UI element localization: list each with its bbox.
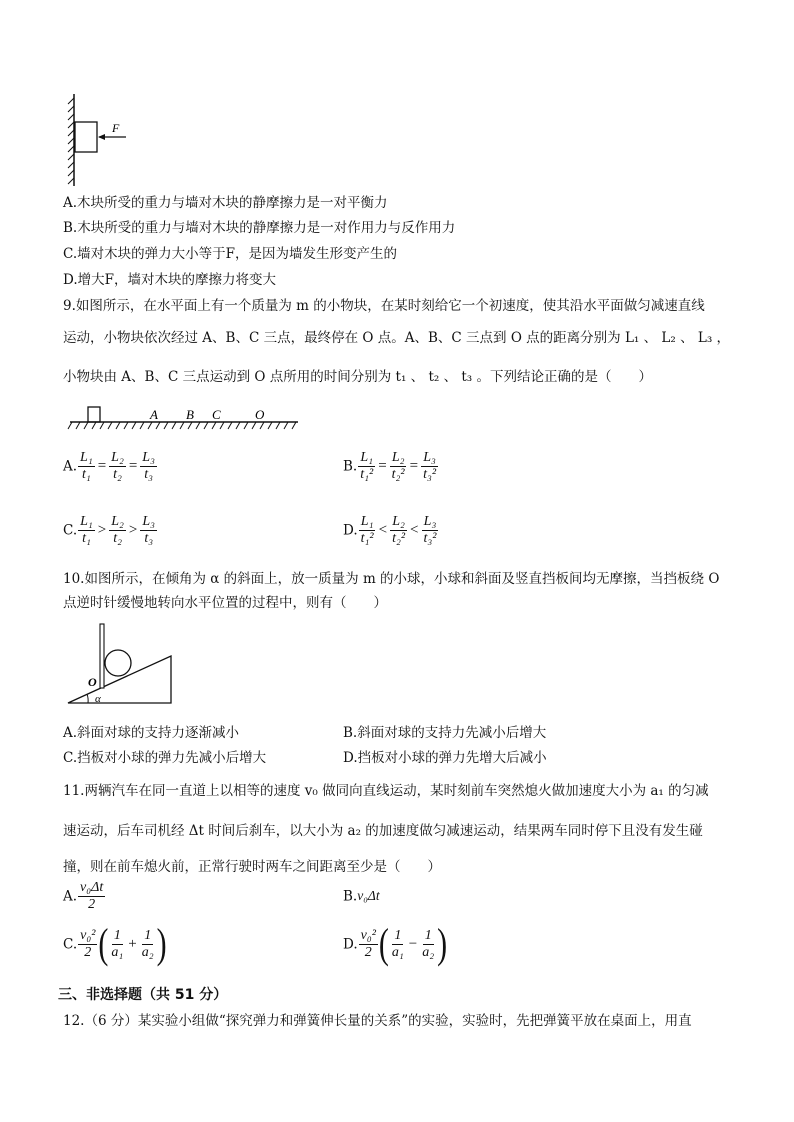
block-slide-figure <box>66 398 302 434</box>
point-a-label: A <box>150 407 158 422</box>
section-heading: 三、非选择题（共 51 分） <box>58 987 228 1003</box>
q11-option-a: A. $\frac{\text{v₀Δt}}{2}$ <box>63 880 104 912</box>
q9-stem-line1: 9.如图所示，在水平面上有一个质量为 m 的小物块，在某时刻给它一个初速度，使其沿水平面做匀减速直线 <box>63 298 705 314</box>
q9-stem-line2: 运动，小物块依次经过 A、B、C 三点，最终停在 O 点。A、B、C 三点到 O 点的距离分别为 L₁ 、 L₂ 、 L₃ ， <box>63 330 731 346</box>
block <box>75 122 97 152</box>
q9-option-c: C. $\frac{\text{L₁}}{\text{t₁}}$ > $\frac{\text{L₂}}{\text{t₂}}$ > $\frac{\text{L₃}}{\text{t₃}}$ <box>63 514 156 546</box>
q10-option-b: B.斜面对球的支持力先减小后增大 <box>343 725 547 741</box>
q10-option-a: A.斜面对球的支持力逐渐减小 <box>63 725 240 741</box>
q10-stem-line2: 点逆时针缓慢地转向水平位置的过程中，则有（ ） <box>63 595 387 611</box>
force-label: F <box>112 121 120 135</box>
point-b-label: B <box>186 407 194 422</box>
q8-option-a: A.木块所受的重力与墙对木块的静摩擦力是一对平衡力 <box>63 195 388 211</box>
point-c-label: C <box>212 407 221 422</box>
ball <box>105 650 131 676</box>
q8-option-d: D.增大F，墙对木块的摩擦力将变大 <box>63 272 277 288</box>
q11-option-b: B.v₀Δt <box>343 888 380 905</box>
small-block <box>88 407 100 422</box>
wall-block-figure <box>64 92 134 188</box>
q9-stem-line3: 小物块由 A、B、C 三点运动到 O 点所用的时间分别为 t₁ 、 t₂ 、 t₃ 。下列结论正确的是（ ） <box>63 369 652 385</box>
pivot-o-label: O <box>88 675 97 689</box>
q8-option-b: B.木块所受的重力与墙对木块的静摩擦力是一对作用力与反作用力 <box>63 220 456 236</box>
q11-option-d: D. $\frac{\text{v₀²}}{2}$ ( $\frac{1}{\text{a₁}}$ − $\frac{1}{\text{a₂}}$ ) <box>343 920 448 967</box>
q11-option-c: C. $\frac{\text{v₀²}}{2}$ ( $\frac{1}{\text{a₁}}$ + $\frac{1}{\text{a₂}}$ ) <box>63 920 167 967</box>
q9-option-b: B. $\frac{\text{L₁}}{\text{t₁²}}$ = $\frac{\text{L₂}}{\text{t₂²}}$ = $\frac{\text{L₃}}{\text{t₃²}}$ <box>343 450 437 482</box>
q11-stem-line1: 11.两辆汽车在同一直道上以相等的速度 v₀ 做同向直线运动，某时刻前车突然熄火做加速度大小为 a₁ 的匀减 <box>63 783 709 799</box>
q9-option-a: A. $\frac{\text{L₁}}{\text{t₁}}$ = $\frac{\text{L₂}}{\text{t₂}}$ = $\frac{\text{L₃}}{\text{t₃}}$ <box>63 450 155 482</box>
q10-option-d: D.挡板对小球的弹力先增大后减小 <box>343 750 547 766</box>
q10-stem-line1: 10.如图所示，在倾角为 α 的斜面上，放一质量为 m 的小球，小球和斜面及竖直挡板间均无摩擦，当挡板绕 O <box>63 571 720 587</box>
angle-alpha-label: α <box>95 693 101 705</box>
q9-option-d: D. $\frac{\text{L₁}}{\text{t₁²}}$ < $\frac{\text{L₂}}{\text{t₂²}}$ < $\frac{\text{L₃}}{\text{t₃²}}$ <box>343 514 437 546</box>
q8-option-c: C.墙对木块的弹力大小等于F，是因为墙发生形变产生的 <box>63 246 398 262</box>
baffle-plate <box>100 624 104 688</box>
q10-option-c: C.挡板对小球的弹力先减小后增大 <box>63 750 267 766</box>
q12-stem-line1: 12.（6 分）某实验小组做“探究弹力和弹簧伸长量的关系”的实验，实验时，先把弹簧平放在桌面上，用直 <box>63 1013 692 1029</box>
q11-stem-line2: 速运动，后车司机经 Δt 时间后刹车，以大小为 a₂ 的加速度做匀减速运动，结果两车同时停下且没有发生碰 <box>63 823 703 839</box>
incline-ball-figure <box>64 622 176 708</box>
point-o-label: O <box>255 407 265 422</box>
q11-stem-line3: 撞，则在前车熄火前，正常行驶时两车之间距离至少是（ ） <box>63 859 441 875</box>
